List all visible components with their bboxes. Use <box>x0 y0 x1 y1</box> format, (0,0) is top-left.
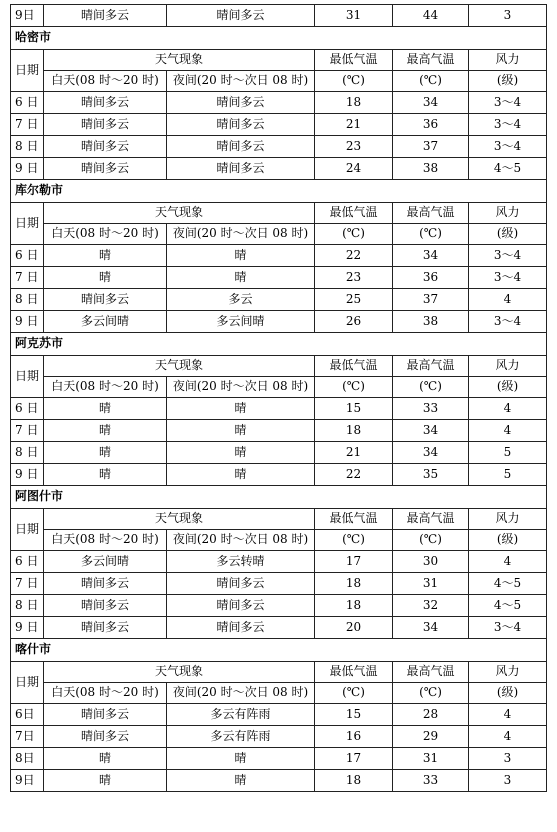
night-weather-cell: 多云有阵雨 <box>167 726 315 748</box>
header-high-label: 最高气温 <box>393 203 469 224</box>
high-temp-cell: 30 <box>393 551 469 573</box>
table-row <box>11 617 547 639</box>
header-high-label: 最高气温 <box>393 662 469 683</box>
header-date: 日期 <box>11 509 44 551</box>
low-temp-cell: 23 <box>315 267 393 289</box>
header-high-unit: (℃) <box>393 224 469 245</box>
wind-cell: 3 <box>469 748 547 770</box>
header-low-unit: (℃) <box>315 224 393 245</box>
date-cell: 6 日 <box>11 551 44 573</box>
city-name: 喀什市 <box>11 639 547 662</box>
high-temp-cell: 37 <box>393 289 469 311</box>
header-wind-unit: (级) <box>469 71 547 92</box>
header-high-unit: (℃) <box>393 71 469 92</box>
low-temp-cell: 15 <box>315 704 393 726</box>
header-wind-label: 风力 <box>469 509 547 530</box>
header-day: 白天(08 时～20 时) <box>44 530 167 551</box>
header-row <box>11 530 547 551</box>
forecast-document <box>10 4 546 792</box>
night-weather-cell: 晴间多云 <box>167 158 315 180</box>
low-temp-cell: 20 <box>315 617 393 639</box>
night-weather-cell: 晴 <box>167 420 315 442</box>
header-weather: 天气现象 <box>44 356 315 377</box>
day-weather-cell: 晴 <box>44 245 167 267</box>
city-row <box>11 486 547 509</box>
low-temp-cell: 21 <box>315 442 393 464</box>
table-row <box>11 158 547 180</box>
header-row <box>11 509 547 530</box>
wind-cell: 3～4 <box>469 92 547 114</box>
header-low-label: 最低气温 <box>315 203 393 224</box>
table-row <box>11 464 547 486</box>
header-high-unit: (℃) <box>393 377 469 398</box>
high-temp-cell: 34 <box>393 420 469 442</box>
table-row <box>11 114 547 136</box>
high-temp-cell: 35 <box>393 464 469 486</box>
city-name: 哈密市 <box>11 27 547 50</box>
day-weather-cell: 晴间多云 <box>44 617 167 639</box>
day-weather-cell: 晴间多云 <box>44 136 167 158</box>
header-date: 日期 <box>11 662 44 704</box>
table-row <box>11 770 547 792</box>
low-temp-cell: 21 <box>315 114 393 136</box>
low-temp-cell: 24 <box>315 158 393 180</box>
night-weather-cell: 晴间多云 <box>167 617 315 639</box>
date-cell: 7 日 <box>11 573 44 595</box>
city-row <box>11 180 547 203</box>
table-row <box>11 726 547 748</box>
city-row <box>11 639 547 662</box>
header-row <box>11 683 547 704</box>
low-temp-cell: 17 <box>315 748 393 770</box>
night-weather-cell: 晴 <box>167 398 315 420</box>
high-temp-cell: 37 <box>393 136 469 158</box>
day-weather-cell: 晴间多云 <box>44 5 167 27</box>
high-temp-cell: 31 <box>393 748 469 770</box>
header-date: 日期 <box>11 356 44 398</box>
header-row <box>11 224 547 245</box>
wind-cell: 4～5 <box>469 158 547 180</box>
low-temp-cell: 18 <box>315 595 393 617</box>
header-weather: 天气现象 <box>44 509 315 530</box>
low-temp-cell: 22 <box>315 464 393 486</box>
high-temp-cell: 36 <box>393 114 469 136</box>
day-weather-cell: 晴 <box>44 267 167 289</box>
table-row <box>11 92 547 114</box>
night-weather-cell: 晴 <box>167 267 315 289</box>
header-high-unit: (℃) <box>393 530 469 551</box>
header-high-unit: (℃) <box>393 683 469 704</box>
wind-cell: 5 <box>469 442 547 464</box>
date-cell: 8 日 <box>11 442 44 464</box>
wind-cell: 4 <box>469 704 547 726</box>
header-date: 日期 <box>11 203 44 245</box>
header-high-label: 最高气温 <box>393 356 469 377</box>
header-row <box>11 203 547 224</box>
night-weather-cell: 晴 <box>167 748 315 770</box>
night-weather-cell: 晴间多云 <box>167 595 315 617</box>
night-weather-cell: 多云 <box>167 289 315 311</box>
day-weather-cell: 晴 <box>44 420 167 442</box>
header-day: 白天(08 时～20 时) <box>44 683 167 704</box>
high-temp-cell: 34 <box>393 617 469 639</box>
night-weather-cell: 多云有阵雨 <box>167 704 315 726</box>
header-low-unit: (℃) <box>315 377 393 398</box>
header-row <box>11 662 547 683</box>
day-weather-cell: 晴间多云 <box>44 573 167 595</box>
day-weather-cell: 晴间多云 <box>44 726 167 748</box>
day-weather-cell: 晴 <box>44 442 167 464</box>
wind-cell: 4 <box>469 726 547 748</box>
night-weather-cell: 晴间多云 <box>167 5 315 27</box>
header-weather: 天气现象 <box>44 203 315 224</box>
date-cell: 7 日 <box>11 420 44 442</box>
night-weather-cell: 晴间多云 <box>167 136 315 158</box>
night-weather-cell: 多云转晴 <box>167 551 315 573</box>
night-weather-cell: 多云间晴 <box>167 311 315 333</box>
table-row <box>11 5 547 27</box>
header-night: 夜间(20 时～次日 08 时) <box>167 71 315 92</box>
high-temp-cell: 31 <box>393 573 469 595</box>
high-temp-cell: 33 <box>393 770 469 792</box>
header-wind-label: 风力 <box>469 356 547 377</box>
low-temp-cell: 15 <box>315 398 393 420</box>
wind-cell: 4 <box>469 551 547 573</box>
header-night: 夜间(20 时～次日 08 时) <box>167 377 315 398</box>
header-row <box>11 71 547 92</box>
day-weather-cell: 多云间晴 <box>44 311 167 333</box>
low-temp-cell: 25 <box>315 289 393 311</box>
table-row <box>11 704 547 726</box>
night-weather-cell: 晴 <box>167 770 315 792</box>
header-wind-unit: (级) <box>469 224 547 245</box>
date-cell: 7日 <box>11 726 44 748</box>
header-wind-label: 风力 <box>469 662 547 683</box>
header-night: 夜间(20 时～次日 08 时) <box>167 530 315 551</box>
high-temp-cell: 29 <box>393 726 469 748</box>
header-low-label: 最低气温 <box>315 662 393 683</box>
table-row <box>11 311 547 333</box>
header-row <box>11 377 547 398</box>
table-row <box>11 551 547 573</box>
wind-cell: 3～4 <box>469 267 547 289</box>
date-cell: 6日 <box>11 704 44 726</box>
high-temp-cell: 34 <box>393 245 469 267</box>
low-temp-cell: 18 <box>315 770 393 792</box>
header-day: 白天(08 时～20 时) <box>44 71 167 92</box>
day-weather-cell: 晴 <box>44 748 167 770</box>
header-wind-unit: (级) <box>469 683 547 704</box>
city-name: 阿克苏市 <box>11 333 547 356</box>
wind-cell: 3 <box>469 770 547 792</box>
low-temp-cell: 16 <box>315 726 393 748</box>
table-row <box>11 267 547 289</box>
high-temp-cell: 33 <box>393 398 469 420</box>
date-cell: 8日 <box>11 748 44 770</box>
header-low-label: 最低气温 <box>315 509 393 530</box>
low-temp-cell: 22 <box>315 245 393 267</box>
night-weather-cell: 晴 <box>167 464 315 486</box>
city-name: 阿图什市 <box>11 486 547 509</box>
night-weather-cell: 晴间多云 <box>167 92 315 114</box>
header-high-label: 最高气温 <box>393 509 469 530</box>
city-row <box>11 333 547 356</box>
table-row <box>11 398 547 420</box>
low-temp-cell: 17 <box>315 551 393 573</box>
wind-cell: 3～4 <box>469 114 547 136</box>
day-weather-cell: 晴间多云 <box>44 595 167 617</box>
day-weather-cell: 晴间多云 <box>44 92 167 114</box>
day-weather-cell: 晴 <box>44 398 167 420</box>
wind-cell: 4 <box>469 289 547 311</box>
high-temp-cell: 44 <box>393 5 469 27</box>
header-night: 夜间(20 时～次日 08 时) <box>167 683 315 704</box>
date-cell: 9日 <box>11 5 44 27</box>
city-name: 库尔勒市 <box>11 180 547 203</box>
wind-cell: 4～5 <box>469 595 547 617</box>
low-temp-cell: 31 <box>315 5 393 27</box>
date-cell: 8 日 <box>11 136 44 158</box>
low-temp-cell: 23 <box>315 136 393 158</box>
city-row <box>11 27 547 50</box>
high-temp-cell: 34 <box>393 442 469 464</box>
header-low-label: 最低气温 <box>315 50 393 71</box>
day-weather-cell: 晴间多云 <box>44 289 167 311</box>
night-weather-cell: 晴 <box>167 442 315 464</box>
day-weather-cell: 多云间晴 <box>44 551 167 573</box>
date-cell: 8 日 <box>11 289 44 311</box>
header-wind-unit: (级) <box>469 377 547 398</box>
table-row <box>11 420 547 442</box>
forecast-table <box>10 4 547 792</box>
date-cell: 7 日 <box>11 114 44 136</box>
header-row <box>11 50 547 71</box>
header-wind-label: 风力 <box>469 50 547 71</box>
date-cell: 9 日 <box>11 311 44 333</box>
header-date: 日期 <box>11 50 44 92</box>
table-row <box>11 573 547 595</box>
header-day: 白天(08 时～20 时) <box>44 224 167 245</box>
wind-cell: 5 <box>469 464 547 486</box>
wind-cell: 3～4 <box>469 311 547 333</box>
high-temp-cell: 38 <box>393 158 469 180</box>
night-weather-cell: 晴 <box>167 245 315 267</box>
low-temp-cell: 18 <box>315 92 393 114</box>
table-row <box>11 442 547 464</box>
wind-cell: 4 <box>469 398 547 420</box>
header-weather: 天气现象 <box>44 50 315 71</box>
low-temp-cell: 18 <box>315 573 393 595</box>
header-row <box>11 356 547 377</box>
wind-cell: 3 <box>469 5 547 27</box>
night-weather-cell: 晴间多云 <box>167 573 315 595</box>
header-weather: 天气现象 <box>44 662 315 683</box>
wind-cell: 3～4 <box>469 245 547 267</box>
day-weather-cell: 晴间多云 <box>44 114 167 136</box>
wind-cell: 3～4 <box>469 136 547 158</box>
header-wind-unit: (级) <box>469 530 547 551</box>
header-low-label: 最低气温 <box>315 356 393 377</box>
header-low-unit: (℃) <box>315 683 393 704</box>
date-cell: 9日 <box>11 770 44 792</box>
date-cell: 9 日 <box>11 158 44 180</box>
table-row <box>11 748 547 770</box>
high-temp-cell: 32 <box>393 595 469 617</box>
night-weather-cell: 晴间多云 <box>167 114 315 136</box>
wind-cell: 4 <box>469 420 547 442</box>
date-cell: 6 日 <box>11 245 44 267</box>
high-temp-cell: 36 <box>393 267 469 289</box>
forecast-table-body <box>11 5 547 792</box>
day-weather-cell: 晴 <box>44 770 167 792</box>
day-weather-cell: 晴间多云 <box>44 704 167 726</box>
date-cell: 6 日 <box>11 92 44 114</box>
header-low-unit: (℃) <box>315 530 393 551</box>
header-day: 白天(08 时～20 时) <box>44 377 167 398</box>
high-temp-cell: 28 <box>393 704 469 726</box>
date-cell: 9 日 <box>11 464 44 486</box>
wind-cell: 4～5 <box>469 573 547 595</box>
high-temp-cell: 38 <box>393 311 469 333</box>
table-row <box>11 245 547 267</box>
date-cell: 9 日 <box>11 617 44 639</box>
table-row <box>11 289 547 311</box>
wind-cell: 3～4 <box>469 617 547 639</box>
high-temp-cell: 34 <box>393 92 469 114</box>
low-temp-cell: 18 <box>315 420 393 442</box>
date-cell: 8 日 <box>11 595 44 617</box>
table-row <box>11 595 547 617</box>
header-night: 夜间(20 时～次日 08 时) <box>167 224 315 245</box>
day-weather-cell: 晴 <box>44 464 167 486</box>
low-temp-cell: 26 <box>315 311 393 333</box>
table-row <box>11 136 547 158</box>
header-wind-label: 风力 <box>469 203 547 224</box>
date-cell: 7 日 <box>11 267 44 289</box>
day-weather-cell: 晴间多云 <box>44 158 167 180</box>
header-high-label: 最高气温 <box>393 50 469 71</box>
date-cell: 6 日 <box>11 398 44 420</box>
header-low-unit: (℃) <box>315 71 393 92</box>
